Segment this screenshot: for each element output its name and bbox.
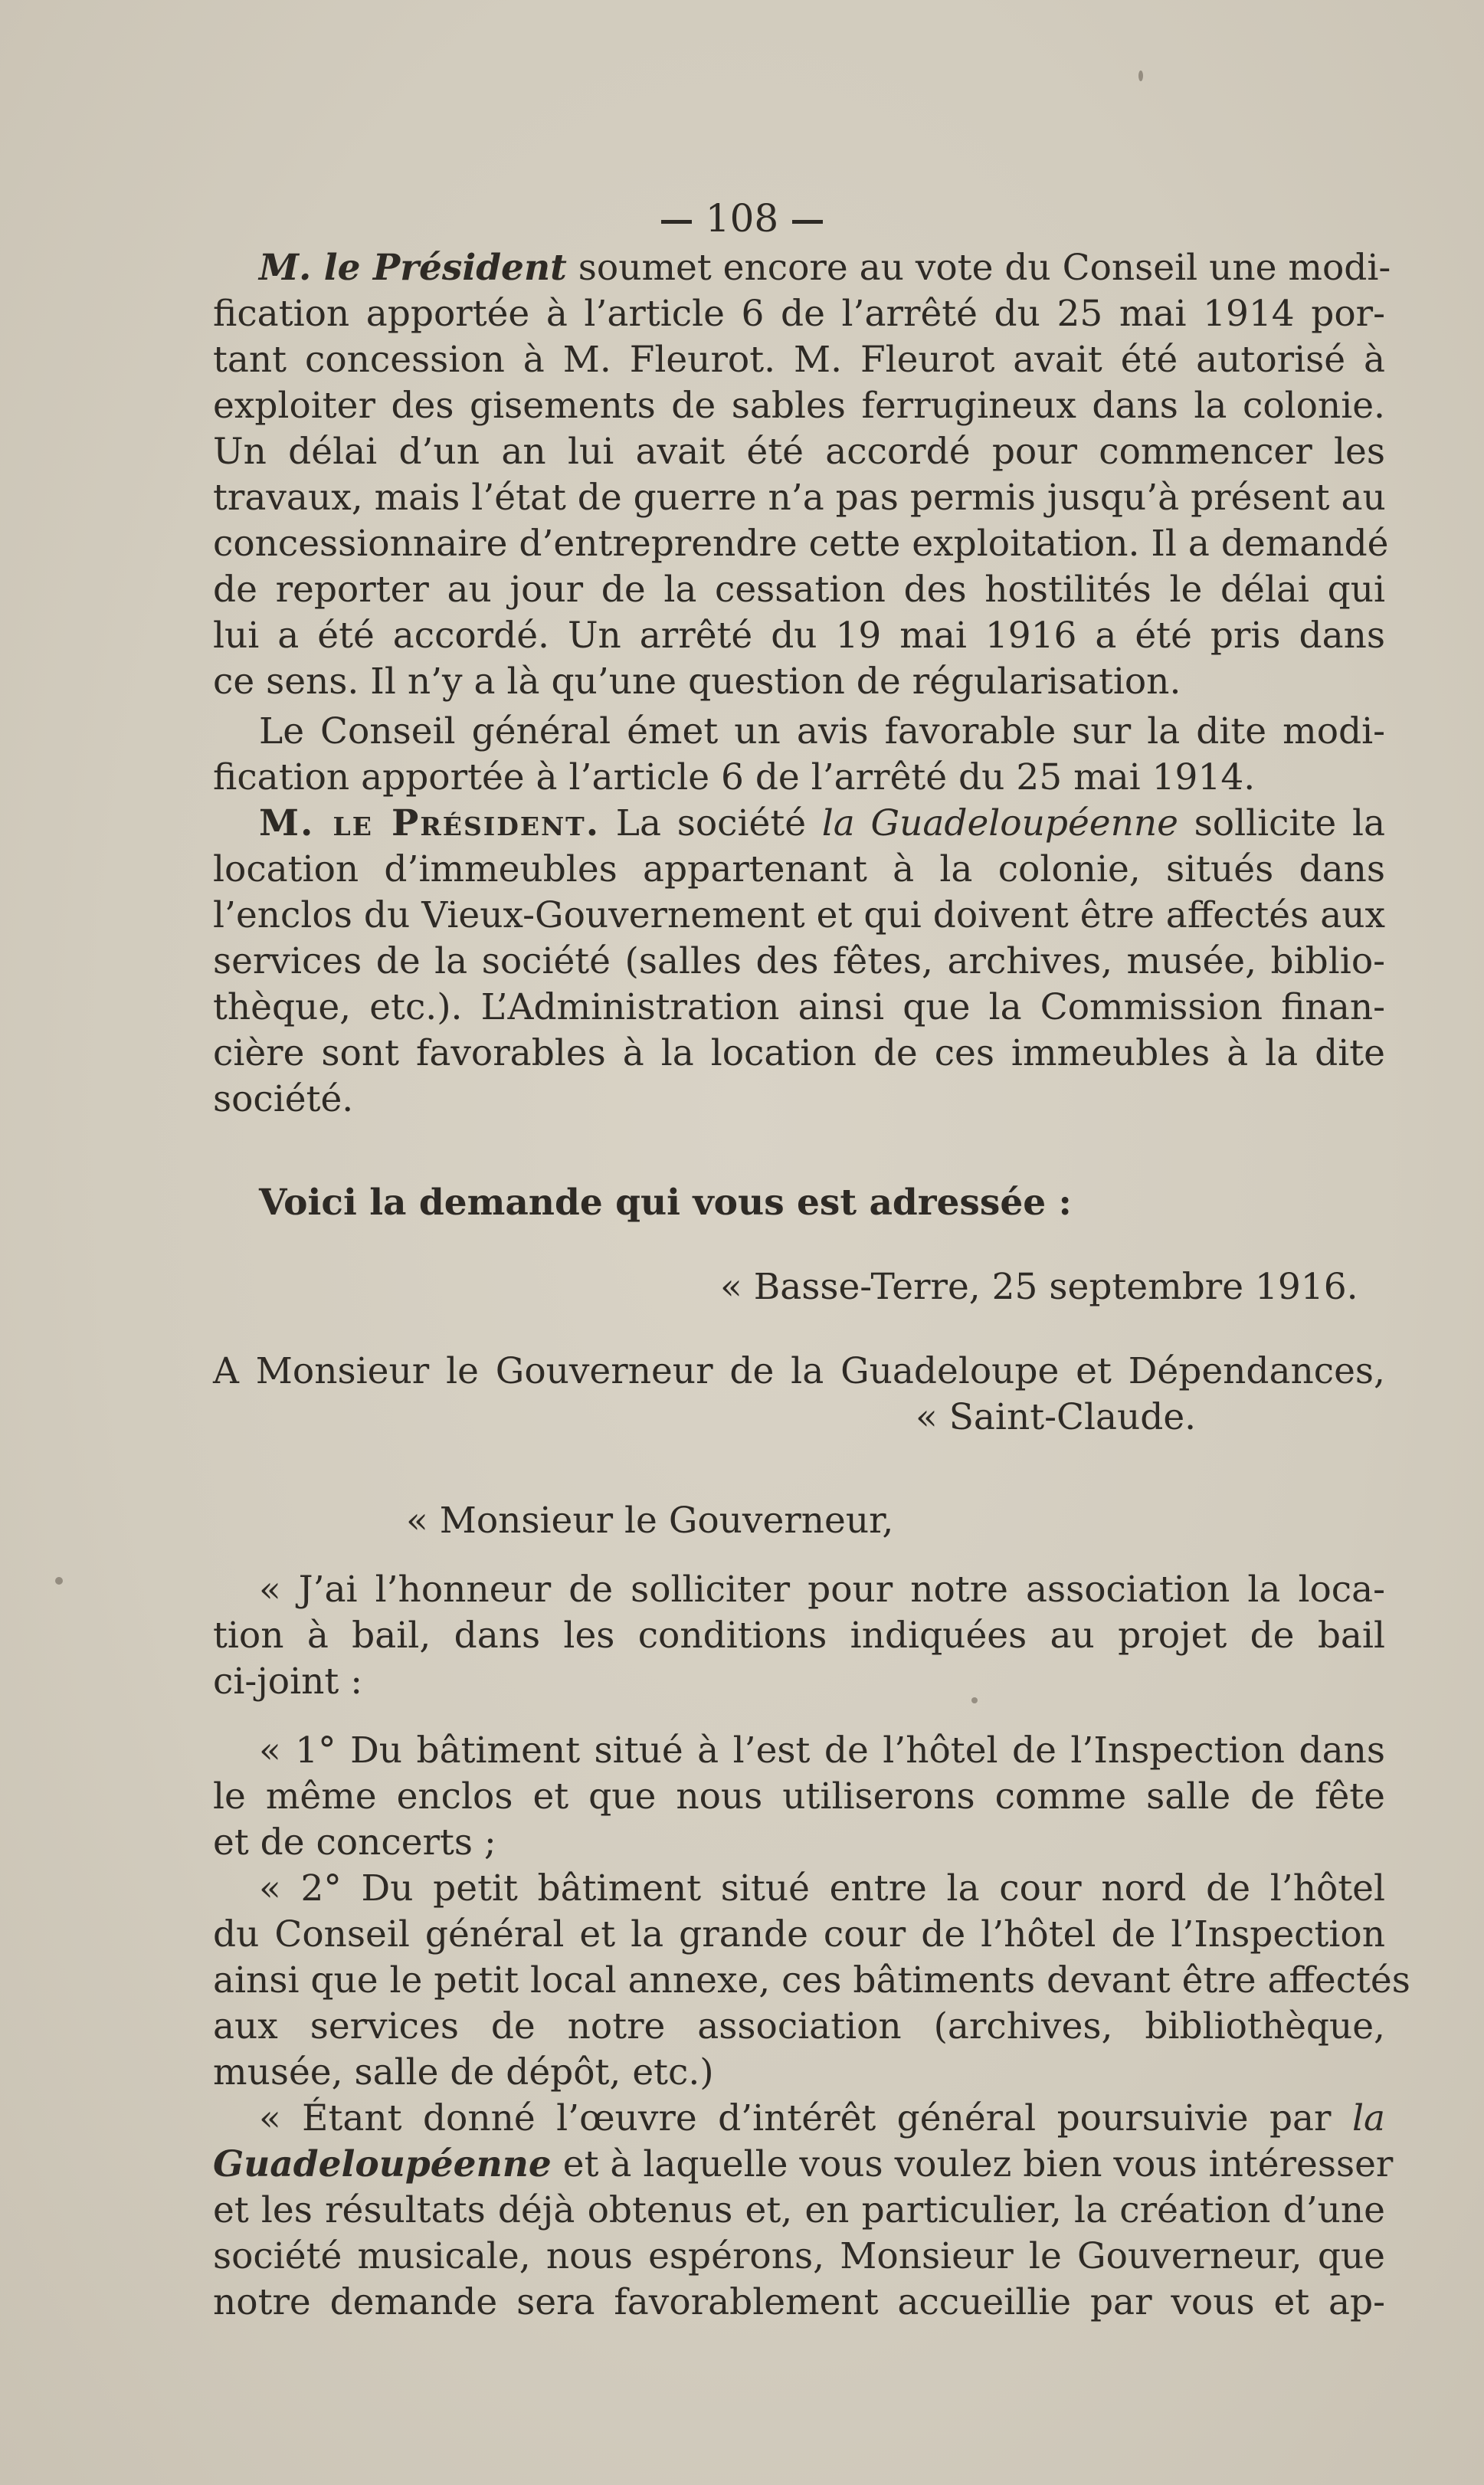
letter-salutation: « Monsieur le Gouverneur,: [406, 1500, 894, 1542]
text-line: ce sens. Il n’y a là qu’une question de régularisation.: [213, 661, 1181, 703]
society-name: Guadeloupéenne: [213, 2143, 552, 2185]
text-span: soumet encore au vote du Conseil une modi-: [566, 247, 1391, 289]
text-line: société musicale, nous espérons, Monsieur le Gouverneur, que: [213, 2235, 1385, 2277]
text-line: Un délai d’un an lui avait été accordé pour commencer les: [213, 431, 1385, 473]
text-line: [213, 2142, 1394, 2188]
text-span: « Étant donné l’œuvre d’intérêt général poursuivie par: [259, 2097, 1352, 2139]
text-line: « 2° Du petit bâtiment situé entre la cour nord de l’hôtel: [259, 1867, 1385, 1910]
text-line: cière sont favorables à la location de ces immeubles à la dite: [213, 1032, 1385, 1074]
dash-right: [792, 220, 823, 224]
dash-left: [661, 220, 692, 224]
letter-addressee-place: « Saint-Claude.: [916, 1396, 1197, 1438]
speaker-president: M. le Président.: [259, 802, 601, 844]
text-line: société.: [213, 1078, 354, 1120]
text-line: [259, 2096, 1385, 2142]
society-name: la Guadeloupéenne: [821, 802, 1178, 844]
text-span: et à laquelle vous voulez bien vous intéresser: [551, 2143, 1394, 2185]
text-span: La société: [600, 802, 822, 844]
letter-place-date: « Basse-Terre, 25 septembre 1916.: [720, 1266, 1358, 1308]
text-line: musée, salle de dépôt, etc.): [213, 2051, 714, 2093]
text-line: travaux, mais l’état de guerre n’a pas permis jusqu’à présent au: [213, 477, 1386, 519]
text-line: lui a été accordé. Un arrêté du 19 mai 1916 a été pris dans: [213, 615, 1385, 657]
text-line: Le Conseil général émet un avis favorable sur la dite modi-: [259, 710, 1385, 752]
speaker-president: M. le Président: [259, 247, 567, 289]
text-line: l’enclos du Vieux-Gouvernement et qui doivent être affectés aux: [213, 894, 1385, 936]
paper-speck: [1138, 70, 1143, 81]
text-line: ci-joint :: [213, 1660, 363, 1703]
society-name: la: [1351, 2097, 1385, 2139]
text-line: ainsi que le petit local annexe, ces bâtiments devant être affectés: [213, 1959, 1410, 2001]
text-line: [259, 801, 1385, 847]
text-line: le même enclos et que nous utiliserons comme salle de fête: [213, 1775, 1385, 1818]
text-line: « J’ai l’honneur de solliciter pour notre association la loca-: [259, 1569, 1385, 1611]
paper-speck: [55, 1577, 63, 1585]
letter-addressee: A Monsieur le Gouverneur de la Guadeloupe et Dépendances,: [213, 1350, 1385, 1392]
text-line: de reporter au jour de la cessation des hostilités le délai qui: [213, 569, 1385, 611]
text-span: sollicite la: [1178, 802, 1386, 844]
page-number-text: 108: [705, 196, 779, 241]
text-line: thèque, etc.). L’Administration ainsi que la Commission finan-: [213, 986, 1385, 1028]
text-line: tion à bail, dans les conditions indiquées au projet de bail: [213, 1615, 1385, 1657]
text-line: notre demande sera favorablement accueillie par vous et ap-: [213, 2281, 1385, 2323]
text-line: fication apportée à l’article 6 de l’arrêté du 25 mai 1914 por-: [213, 293, 1385, 335]
text-line: concessionnaire d’entreprendre cette exploitation. Il a demandé: [213, 523, 1389, 565]
page-number: [0, 195, 1484, 241]
text-line: location d’immeubles appartenant à la colonie, situés dans: [213, 848, 1385, 890]
text-line: et de concerts ;: [213, 1821, 496, 1864]
paper-speck: [971, 1697, 978, 1703]
text-line: « 1° Du bâtiment situé à l’est de l’hôtel de l’Inspection dans: [259, 1729, 1385, 1772]
text-line: aux services de notre association (archives, bibliothèque,: [213, 2005, 1385, 2047]
text-line: [259, 245, 1391, 291]
text-line: fication apportée à l’article 6 de l’arrêté du 25 mai 1914.: [213, 756, 1256, 798]
text-line: du Conseil général et la grande cour de l’hôtel de l’Inspection: [213, 1913, 1385, 1956]
text-line: services de la société (salles des fêtes, archives, musée, biblio-: [213, 940, 1385, 982]
text-line: exploiter des gisements de sables ferrugineux dans la colonie.: [213, 385, 1385, 427]
text-line: et les résultats déjà obtenus et, en particulier, la création d’une: [213, 2189, 1385, 2231]
text-line: tant concession à M. Fleurot. M. Fleurot avait été autorisé à: [213, 339, 1385, 381]
request-intro: Voici la demande qui vous est adressée :: [259, 1182, 1072, 1224]
